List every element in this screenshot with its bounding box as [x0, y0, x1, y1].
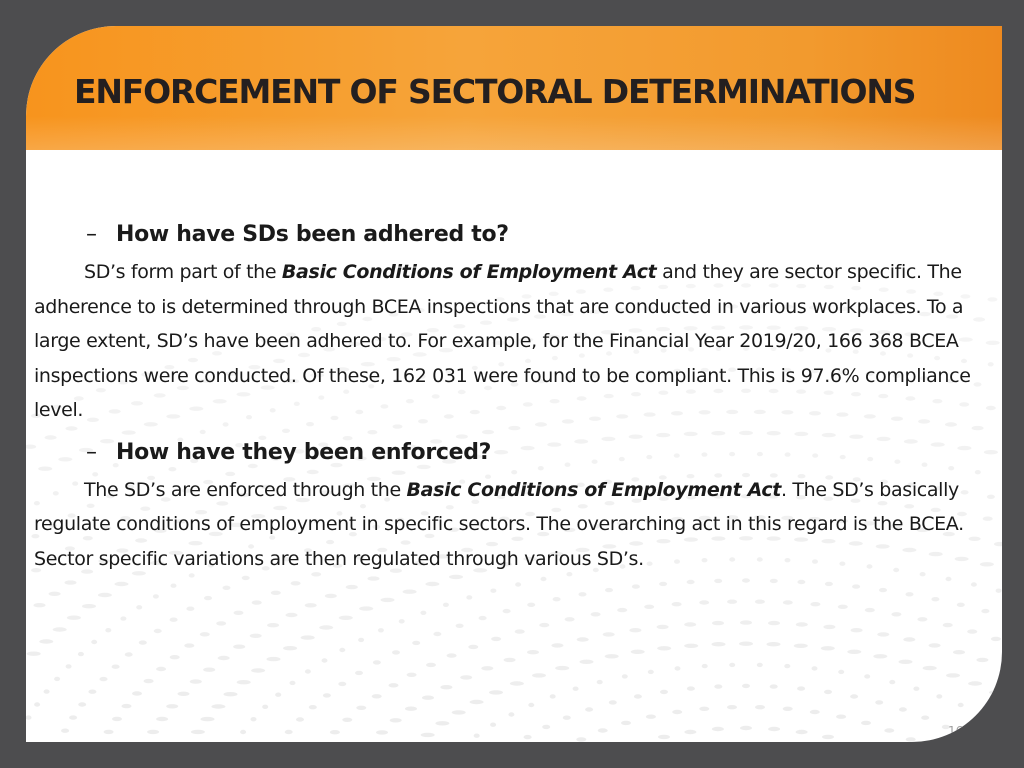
title-banner: [26, 26, 1002, 150]
question-heading-enforcement: [86, 440, 984, 465]
dash-bullet: –: [86, 222, 97, 247]
page-number: 16: [948, 724, 964, 738]
answer-paragraph-adherence: [34, 255, 984, 428]
answer-paragraph-enforcement: [34, 473, 984, 577]
paragraph-text: The SD’s are enforced through the: [84, 478, 407, 501]
slide-body: [34, 222, 984, 588]
paragraph-text: and they are sector specific. The adherence to is determined through BCEA inspections that are conducted in various workplaces. To a large extent, SD’s have been adhered to. For example, for the Financial Year 2019/20, 166 368 BCEA inspections were conducted. Of these, 162 031 were found to be compliant. This is 97.6% compliance level.: [34, 261, 971, 421]
act-name-emphasis: Basic Conditions of Employment Act: [281, 261, 657, 283]
question-heading-text: How have SDs been adhered to?: [116, 222, 509, 247]
paragraph-text: . The SD’s basically regulate conditions of employment in specific sectors. The overarching act in this regard is the BCEA. Sector specific variations are then regulated through various SD’s.: [34, 478, 964, 570]
dash-bullet: –: [86, 439, 97, 465]
paragraph-text: SD’s form part of the: [84, 261, 282, 283]
question-heading-adherence: [86, 222, 984, 247]
slide-title: ENFORCEMENT OF SECTORAL DETERMINATIONS: [74, 72, 916, 111]
slide: [26, 26, 1002, 742]
act-name-emphasis: Basic Conditions of Employment Act: [406, 478, 781, 501]
question-heading-text: How have they been enforced?: [116, 439, 492, 465]
